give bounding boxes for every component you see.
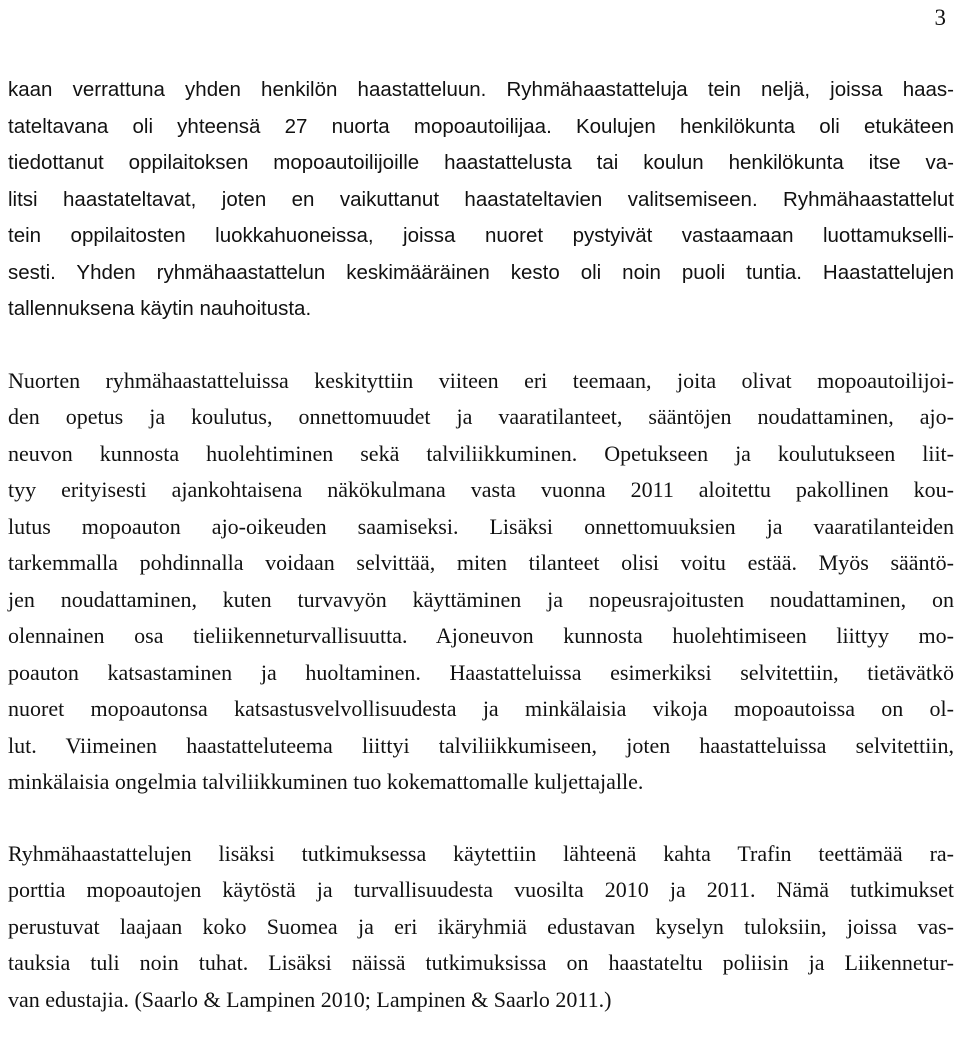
paragraph-interview-method <box>8 72 954 328</box>
paragraph-gap <box>8 328 954 363</box>
text-line: lutus mopoauton ajo-oikeuden saamiseksi. Lisäksi onnettomuuksien ja vaaratilanteiden <box>8 513 954 539</box>
text-line: lut. Viimeinen haastatteluteema liittyi talviliikkumiseen, joten haastatteluissa selvitettiin, <box>8 732 954 758</box>
text-line: van edustajia. (Saarlo & Lampinen 2010; Lampinen & Saarlo 2011.) <box>8 986 612 1012</box>
text-line: porttia mopoautojen käytöstä ja turvallisuudesta vuosilta 2010 ja 2011. Nämä tutkimukset <box>8 877 954 902</box>
text-line: den opetus ja koulutus, onnettomuudet ja vaaratilanteet, sääntöjen noudattaminen, ajo- <box>8 404 954 429</box>
text-line: minkälaisia ongelmia talviliikkuminen tuo kokemattomalle kuljettajalle. <box>8 769 644 794</box>
text-line: jen noudattaminen, kuten turvavyön käyttäminen ja nopeusrajoitusten noudattaminen, on <box>8 586 954 612</box>
paragraph-gap <box>8 801 954 836</box>
text-line: kaan verrattuna yhden henkilön haastatteluun. Ryhmähaastatteluja tein neljä, joissa haas- <box>8 78 954 101</box>
text-line: tarkemmalla pohdinnalla voidaan selvittää, miten tilanteet olisi voitu estää. Myös sääntö- <box>8 550 954 575</box>
text-line: neuvon kunnosta huolehtiminen sekä talviliikkuminen. Opetukseen ja koulutukseen liit- <box>8 440 954 466</box>
text-line: tein oppilaitosten luokkahuoneissa, joissa nuoret pystyivät vastaamaan luottamukselli- <box>8 224 954 247</box>
text-line: Nuorten ryhmähaastatteluissa keskityttiin viiteen eri teemaan, joita olivat mopoautoilijoi- <box>8 367 954 393</box>
text-line: litsi haastateltavat, joten en vaikuttanut haastateltavien valitsemiseen. Ryhmähaastattelut <box>8 187 954 211</box>
text-line: tiedottanut oppilaitoksen mopoautoilijoille haastattelusta tai koulun henkilökunta itse va- <box>8 151 954 174</box>
text-line: Ryhmähaastattelujen lisäksi tutkimuksessa käytettiin lähteenä kahta Trafin teettämää ra- <box>8 840 954 866</box>
text-line: tauksia tuli noin tuhat. Lisäksi näissä tutkimuksissa on haastateltu poliisin ja Liikennetur- <box>8 950 954 975</box>
text-line: nuoret mopoautonsa katsastusvelvollisuudesta ja minkälaisia vikoja mopoautoissa on ol- <box>8 696 954 721</box>
text-line: tallennuksena käytin nauhoitusta. <box>8 297 312 320</box>
paragraph-interview-themes <box>8 363 954 801</box>
text-line: poauton katsastaminen ja huoltaminen. Haastatteluissa esimerkiksi selvitettiin, tietävätkö <box>8 659 954 685</box>
text-line: tyy erityisesti ajankohtaisena näkökulmana vasta vuonna 2011 aloitettu pakollinen kou- <box>8 477 954 502</box>
text-line: perustuvat laajaan koko Suomea ja eri ikäryhmiä edustavan kyselyn tuloksiin, joissa vas- <box>8 913 954 939</box>
text-line: olennainen osa tieliikenneturvallisuutta. Ajoneuvon kunnosta huolehtimiseen liittyy mo- <box>8 623 954 648</box>
page-number: 3 <box>934 5 946 30</box>
page-content <box>8 72 954 1018</box>
text-line: tateltavana oli yhteensä 27 nuorta mopoautoilijaa. Koulujen henkilökunta oli etukäteen <box>8 114 954 138</box>
paragraph-sources <box>8 836 954 1019</box>
text-line: sesti. Yhden ryhmähaastattelun keskimääräinen kesto oli noin puoli tuntia. Haastattelujen <box>8 260 954 284</box>
